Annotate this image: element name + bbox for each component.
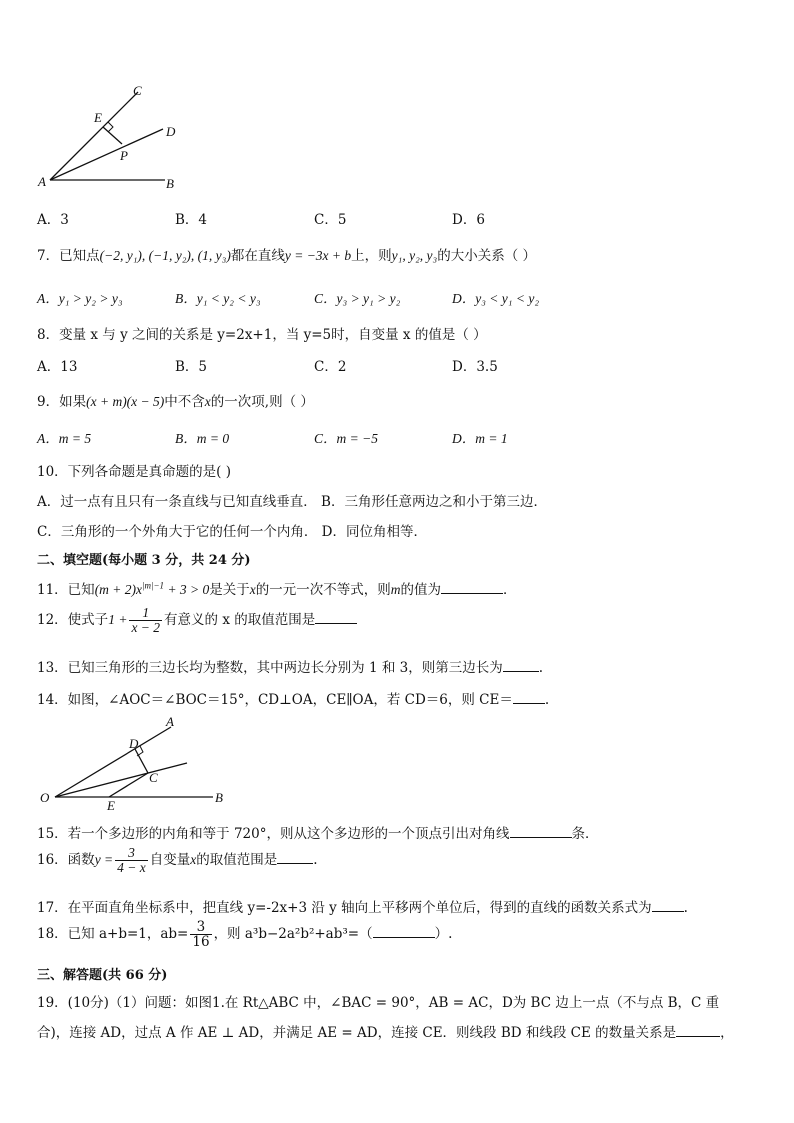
question-18: 18．已知 a+b=1，ab= $\frac{3}{16}$ ，则 a³b−2a²b²+ab³=（ ）. — [37, 919, 453, 951]
q15-answer-blank[interactable] — [510, 825, 572, 838]
q10-options-ab[interactable]: A．过一点有且只有一条直线与已知直线垂直． B．三角形任意两边之和小于第三边． — [37, 494, 547, 510]
label-A: A — [38, 174, 46, 189]
q19-answer-blank[interactable] — [676, 1024, 720, 1037]
q8-option-b[interactable]: B．5 — [175, 359, 208, 375]
label-C: C — [133, 83, 142, 98]
label-C: C — [149, 770, 158, 785]
q8-option-a[interactable]: A．13 — [37, 359, 78, 375]
section-3-heading: 三、解答题(共 66 分) — [37, 968, 168, 983]
q14-answer-blank[interactable] — [513, 691, 545, 704]
q6-option-d[interactable]: D．6 — [452, 212, 485, 228]
q9-option-d[interactable]: D．m = 1 — [452, 431, 508, 446]
q9-option-b[interactable]: B．m = 0 — [175, 431, 230, 446]
label-D: D — [166, 124, 176, 139]
label-D: D — [129, 736, 139, 751]
question-15: 15．若一个多边形的内角和等于 720°，则从这个多边形的一个顶点引出对角线 条． — [37, 826, 599, 842]
question-19-line-2: 合)，连接 AD，过点 A 作 AE ⊥ AD，并满足 AE = AD，连接 CE．则线段 BD 和线段 CE 的数量关系是 ， — [37, 1025, 734, 1041]
label-E: E — [107, 798, 115, 812]
label-O: O — [40, 790, 50, 805]
q17-answer-blank[interactable] — [652, 899, 684, 912]
label-B: B — [215, 790, 223, 805]
question-17: 17．在平面直角坐标系中，把直线 y=-2x+3 沿 y 轴向上平移两个单位后，得到的直线的函数关系式为 . — [37, 900, 688, 916]
q9-option-a[interactable]: A．m = 5 — [37, 431, 92, 446]
q7-option-d[interactable]: D．y₃ < y₁ < y₂ — [452, 291, 540, 306]
label-B: B — [166, 176, 174, 191]
question-14: 14．如图，∠AOC＝∠BOC＝15°，CD⊥OA，CE∥OA，若 CD＝6，则 CE＝ . — [37, 692, 550, 708]
label-P: P — [120, 148, 128, 163]
question-19-line-1: 19．(10分)（1）问题：如图1.在 Rt△ABC 中，∠BAC = 90°，AB = AC，D为 BC 边上一点（不与点 B，C 重 — [37, 995, 720, 1011]
q16-answer-blank[interactable] — [277, 851, 313, 864]
angle-figure-1 — [30, 80, 190, 195]
q6-option-c[interactable]: C．5 — [314, 212, 347, 228]
q7-option-c[interactable]: C．y₃ > y₁ > y₂ — [314, 291, 401, 306]
label-A: A — [166, 714, 174, 729]
question-16: 16．函数y = $\frac{3}{4 - x}$ 自变量x的取值范围是 . — [37, 845, 318, 876]
q7-option-a[interactable]: A．y₁ > y₂ > y₃ — [37, 291, 123, 306]
q13-answer-blank[interactable] — [503, 659, 539, 672]
question-8: 8．变量 x 与 y 之间的关系是 y=2x+1，当 y=5时，自变量 x 的值是（ ） — [37, 327, 487, 343]
q9-option-c[interactable]: C．m = −5 — [314, 431, 378, 446]
question-11: 11．已知$(m + 2)x^{|m|-1} + 3 > 0$是关于x的一元一次不等式，则m的值为 ． — [37, 580, 517, 598]
question-10: 10．下列各命题是真命题的是( ) — [37, 464, 232, 480]
q8-option-d[interactable]: D．3.5 — [452, 359, 498, 375]
question-13: 13．已知三角形的三边长均为整数，其中两边长分别为 1 和 3，则第三边长为 . — [37, 660, 544, 676]
question-9: 9．如果(x + m)(x − 5)中不含x的一次项,则（ ） — [37, 394, 314, 410]
q12-answer-blank[interactable] — [315, 611, 357, 624]
q8-option-c[interactable]: C．2 — [314, 359, 347, 375]
q18-answer-blank[interactable] — [373, 925, 435, 938]
question-12: 12．使式子1 + $\frac{1}{x - 2}$ 有意义的 x 的取值范围是 — [37, 606, 357, 635]
label-E: E — [94, 110, 102, 125]
q6-option-b[interactable]: B．4 — [175, 212, 208, 228]
angle-figure-2 — [35, 712, 235, 812]
q11-answer-blank[interactable] — [441, 581, 503, 594]
q10-options-cd[interactable]: C．三角形的一个外角大于它的任何一个内角． D．同位角相等． — [37, 524, 427, 540]
q6-option-a[interactable]: A．3 — [37, 212, 69, 228]
question-7: 7．已知点(−2, y₁), (−1, y₂), (1, y₃)都在直线y = −3x + b上，则y₁, y₂, y₃的大小关系（ ） — [37, 248, 537, 264]
q7-option-b[interactable]: B．y₁ < y₂ < y₃ — [175, 291, 261, 306]
section-2-heading: 二、填空题(每小题 3 分，共 24 分) — [37, 553, 251, 568]
